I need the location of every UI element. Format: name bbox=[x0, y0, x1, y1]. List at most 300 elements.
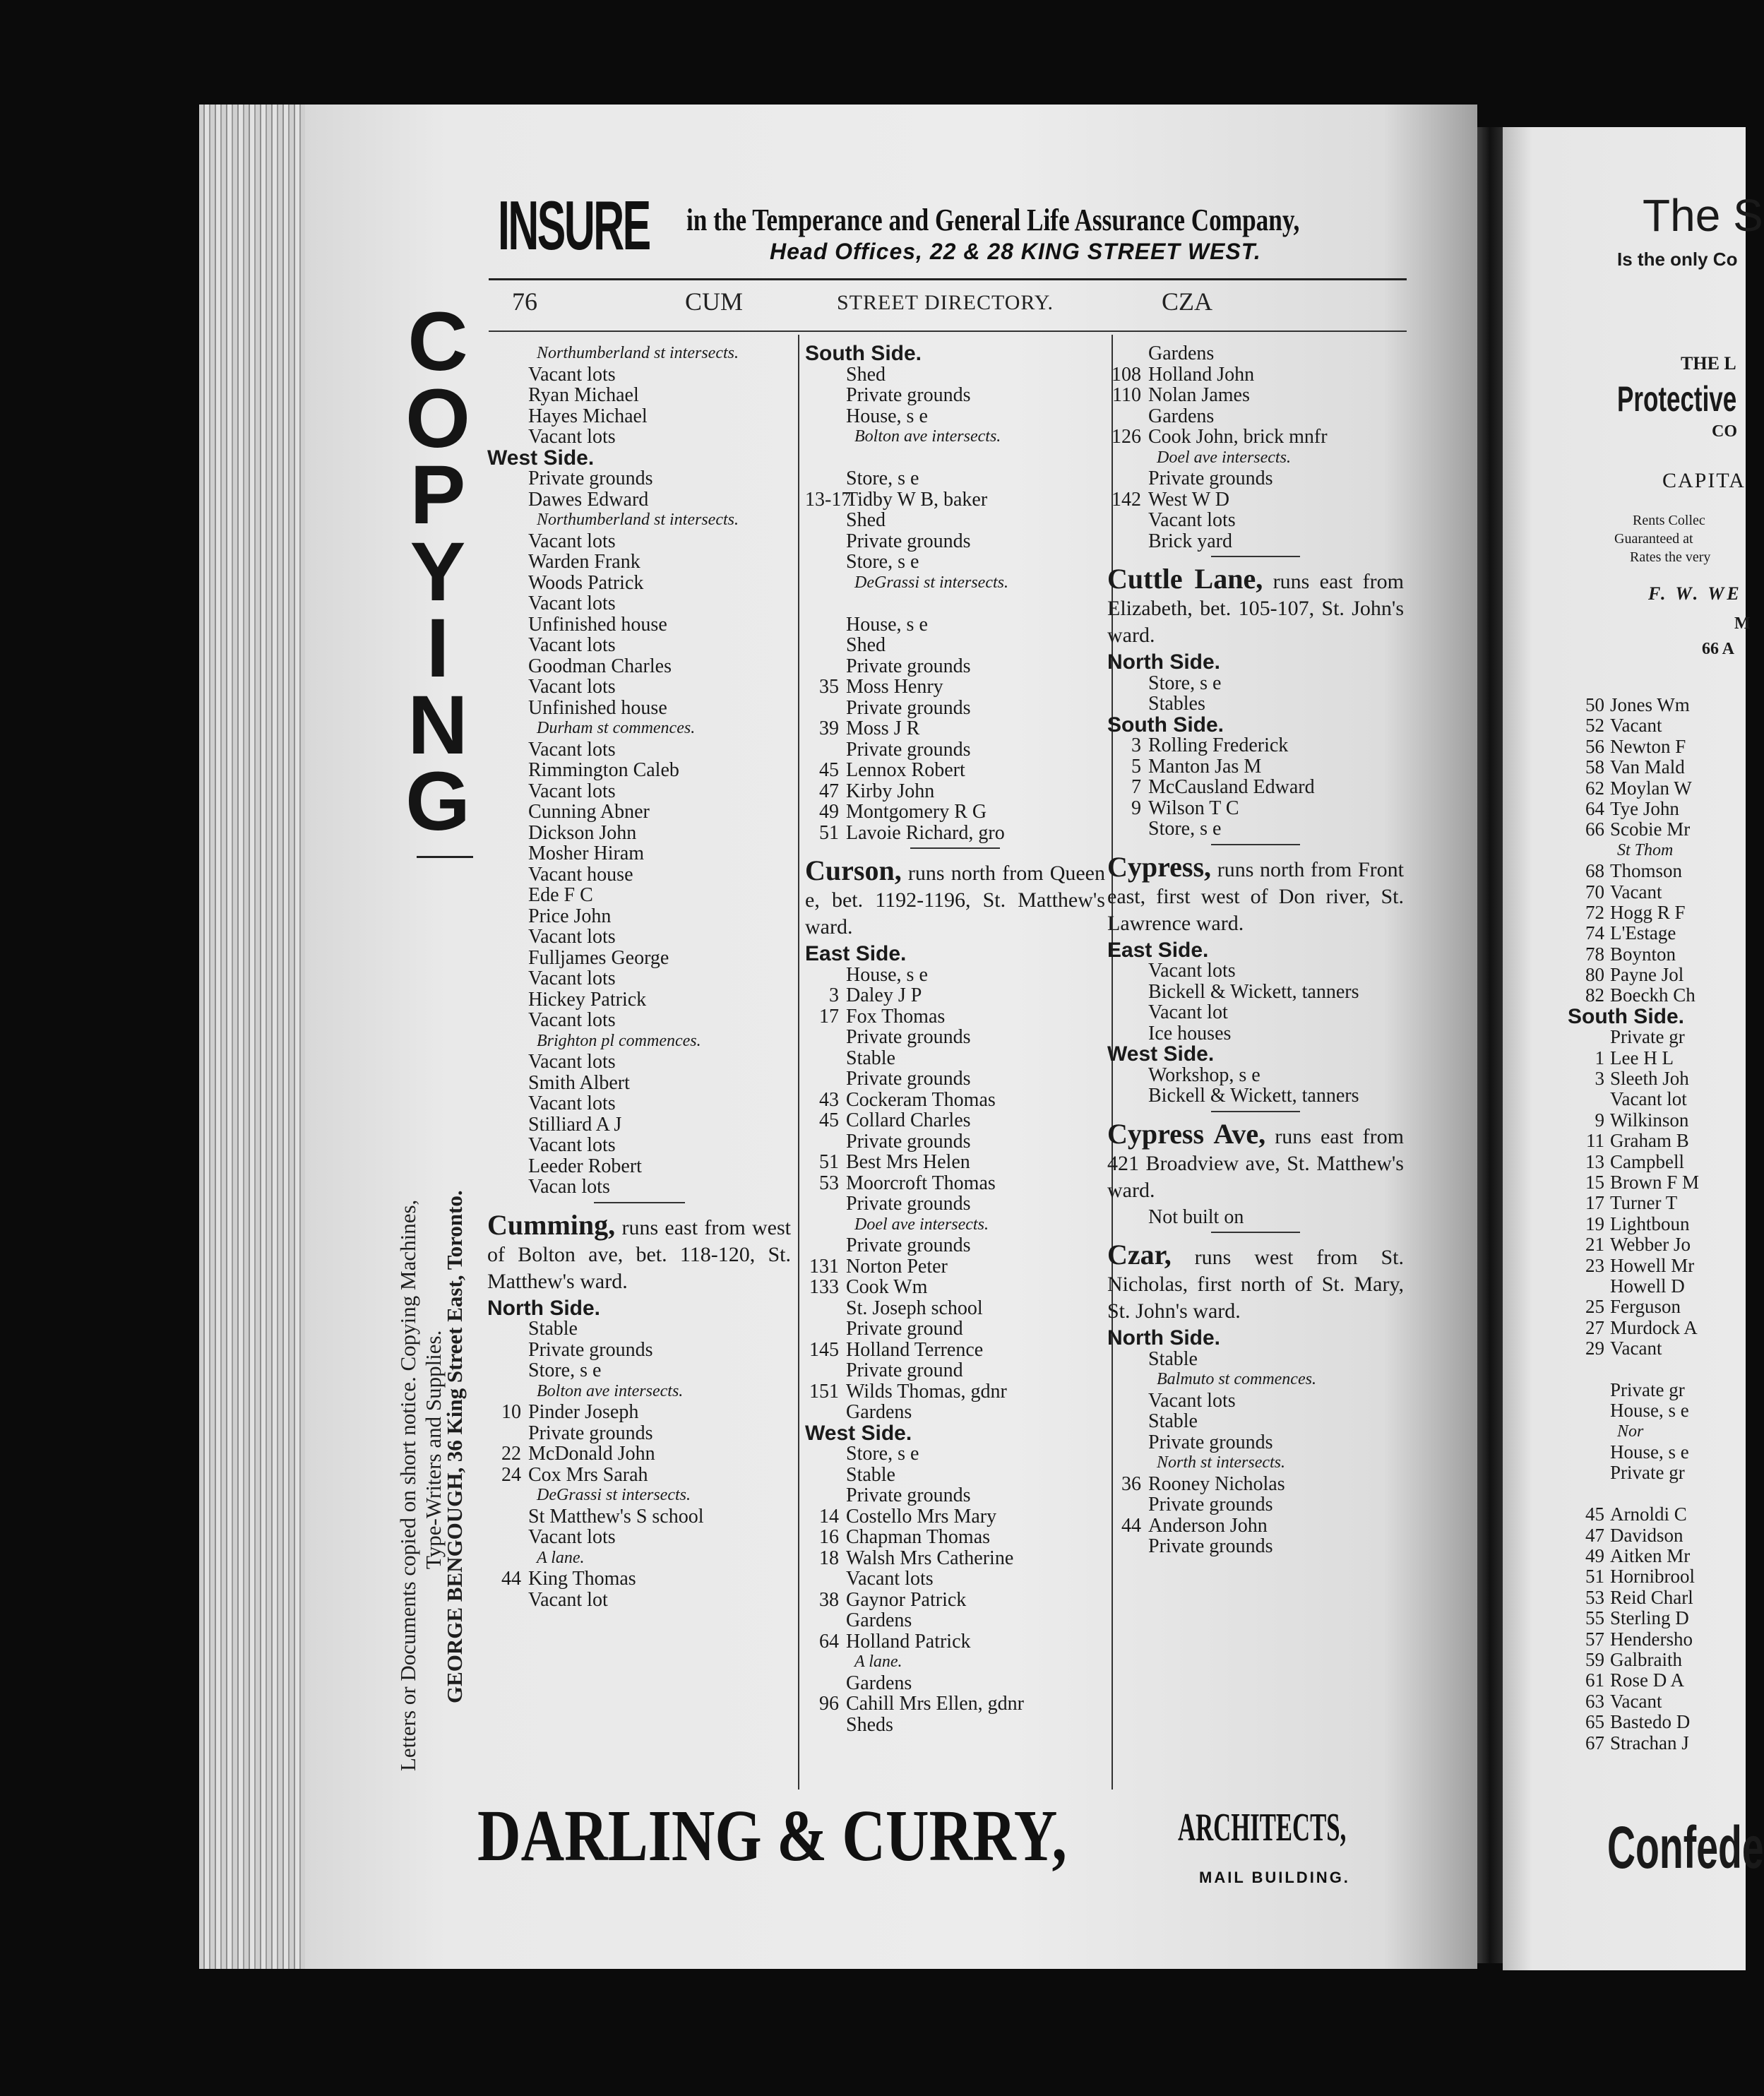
occupant-name: Nolan James bbox=[1148, 384, 1250, 406]
directory-entry: Stable bbox=[528, 1318, 578, 1340]
house-number: 13-17 bbox=[805, 488, 852, 511]
directory-entry: Vacant lots bbox=[528, 676, 616, 698]
occupant-name: West W D bbox=[1148, 488, 1229, 511]
directory-entry bbox=[1585, 860, 1699, 882]
occupant-name: Boynton bbox=[1610, 943, 1676, 965]
directory-entry: Unfinished house bbox=[528, 613, 667, 636]
directory-entry: Private grounds bbox=[846, 1130, 971, 1153]
directory-entry: Vacant lots bbox=[528, 1134, 616, 1156]
directory-entry: Vacant lots bbox=[528, 1092, 616, 1114]
directory-entry bbox=[1585, 1296, 1699, 1318]
occupant-name: Brown F M bbox=[1610, 1171, 1700, 1193]
entry-separator bbox=[1107, 840, 1404, 850]
house-number: 16 bbox=[819, 1526, 839, 1548]
occupant-name: Moss J R bbox=[846, 717, 920, 739]
directory-entry: Private grounds bbox=[846, 1234, 971, 1256]
occupant-name: Wilkinson bbox=[1610, 1109, 1689, 1131]
directory-entry: Private gr bbox=[1610, 1026, 1685, 1048]
house-number: 82 bbox=[1585, 984, 1604, 1006]
directory-entry: Shed bbox=[846, 363, 886, 386]
directory-entry: Store, s e bbox=[846, 468, 919, 489]
directory-entry bbox=[805, 1527, 1105, 1548]
right-page-subtitle: Is the only Co bbox=[1617, 249, 1738, 270]
directory-entry bbox=[1585, 964, 1699, 986]
directory-entry bbox=[1585, 1586, 1699, 1608]
directory-entry: Bickell & Wickett, tanners bbox=[1148, 1085, 1359, 1107]
insure-heading: INSURE bbox=[498, 186, 650, 264]
directory-entry: Vacant lots bbox=[528, 1009, 616, 1031]
occupant-name: Hendersho bbox=[1610, 1628, 1693, 1650]
cross-street-note: North st intersects. bbox=[1157, 1453, 1286, 1472]
right-ad-line-10: 66 A bbox=[1702, 640, 1735, 658]
street-description: runs east from 421 Broadview ave, St. Matthew's ward. bbox=[1107, 1124, 1404, 1202]
directory-entry bbox=[1586, 1130, 1699, 1152]
house-number: 29 bbox=[1585, 1338, 1604, 1359]
house-number: 25 bbox=[1585, 1296, 1604, 1318]
directory-entry: Howell D bbox=[1610, 1275, 1685, 1297]
house-number: 65 bbox=[1585, 1711, 1604, 1733]
section-heading: West Side. bbox=[805, 1421, 912, 1445]
directory-entry: Vacant lots bbox=[528, 780, 616, 802]
directory-entry: Mosher Hiram bbox=[528, 842, 645, 864]
entry-separator bbox=[487, 1198, 791, 1208]
house-number: 126 bbox=[1112, 426, 1141, 448]
occupant-name: Rooney Nicholas bbox=[1148, 1472, 1285, 1495]
right-page-column bbox=[1568, 694, 1700, 1753]
house-number: 15 bbox=[1585, 1171, 1604, 1193]
occupant-name: Turner T bbox=[1610, 1192, 1678, 1214]
directory-entry: Sheds bbox=[846, 1713, 893, 1736]
directory-entry: Vacant house bbox=[528, 863, 633, 886]
copying-vertical-heading bbox=[395, 295, 480, 849]
directory-entry bbox=[805, 1631, 1105, 1653]
house-number: 52 bbox=[1585, 715, 1604, 737]
occupant-name: Holland Terrence bbox=[846, 1338, 984, 1361]
directory-entry: Smith Albert bbox=[528, 1071, 630, 1094]
directory-entry: Hickey Patrick bbox=[528, 988, 647, 1011]
occupant-name: Cahill Mrs Ellen, gdnr bbox=[846, 1693, 1024, 1715]
occupant-name: Costello Mrs Mary bbox=[846, 1505, 997, 1528]
cross-street-note: Nor bbox=[1617, 1422, 1644, 1441]
margin-ad-line-3: GEORGE BENGOUGH, 36 King Street East, Toronto. bbox=[442, 1190, 467, 1703]
directory-entry bbox=[1585, 1732, 1699, 1753]
directory-entry: Cunning Abner bbox=[528, 801, 650, 823]
directory-entry: Private grounds bbox=[1148, 1535, 1273, 1557]
copying-letter: P bbox=[410, 448, 466, 542]
cross-street-note: DeGrassi st intersects. bbox=[854, 573, 1008, 592]
occupant-name: Howell Mr bbox=[1610, 1254, 1695, 1276]
section-heading: South Side. bbox=[805, 342, 922, 365]
street-entry bbox=[1107, 563, 1404, 649]
street-entry bbox=[487, 1208, 791, 1295]
street-name: Curson, bbox=[805, 855, 902, 886]
section-heading: West Side. bbox=[487, 446, 595, 470]
footer-advert-address: MAIL BUILDING. bbox=[1199, 1869, 1350, 1886]
directory-entry bbox=[1585, 1607, 1699, 1629]
house-number: 145 bbox=[809, 1338, 839, 1361]
occupant-name: Wilds Thomas, gdnr bbox=[846, 1380, 1007, 1403]
occupant-name: Aitken Mr bbox=[1610, 1545, 1691, 1567]
occupant-name: Rose D A bbox=[1610, 1669, 1685, 1691]
directory-entry: Private grounds bbox=[846, 530, 971, 552]
directory-entry bbox=[1585, 1648, 1699, 1670]
occupant-name: Strachan J bbox=[1610, 1732, 1689, 1753]
occupant-name: Anderson John bbox=[1148, 1514, 1268, 1537]
directory-entry bbox=[1107, 1516, 1404, 1537]
directory-entry bbox=[1107, 427, 1404, 448]
house-number: 14 bbox=[819, 1505, 839, 1528]
directory-entry: Stilliard A J bbox=[528, 1113, 622, 1136]
house-number: 45 bbox=[819, 759, 839, 781]
directory-entry: Private grounds bbox=[846, 655, 971, 677]
blank-line bbox=[805, 593, 1105, 614]
house-number: 49 bbox=[1585, 1545, 1604, 1567]
directory-entry: House, s e bbox=[1610, 1441, 1689, 1463]
copying-letter: Y bbox=[410, 525, 466, 619]
directory-entry: Bickell & Wickett, tanners bbox=[1148, 980, 1359, 1003]
street-description: runs west from St. Nicholas, first north of St. Mary, St. John's ward. bbox=[1107, 1246, 1404, 1323]
house-number: 61 bbox=[1585, 1669, 1604, 1691]
directory-entry bbox=[805, 1381, 1105, 1403]
occupant-name: Tidby W B, baker bbox=[846, 488, 988, 511]
directory-entry bbox=[1585, 1711, 1699, 1733]
entry-separator bbox=[1107, 1107, 1404, 1117]
directory-entry: Goodman Charles bbox=[528, 655, 672, 677]
directory-entry: Private grounds bbox=[528, 1422, 653, 1444]
directory-entry: Store, s e bbox=[1148, 672, 1222, 694]
directory-entry: Price John bbox=[528, 905, 612, 927]
occupant-name: Van Mald bbox=[1610, 756, 1685, 778]
house-number: 66 bbox=[1585, 818, 1604, 840]
directory-entry: Stable bbox=[1148, 1347, 1198, 1370]
right-ad-line-6: Guaranteed at bbox=[1614, 531, 1693, 547]
blank-line bbox=[1610, 1484, 1699, 1504]
directory-entry: Store, s e bbox=[528, 1359, 602, 1381]
occupant-name: Vacant bbox=[1610, 1338, 1662, 1359]
house-number: 133 bbox=[809, 1276, 839, 1298]
directory-entry: Private gr bbox=[1610, 1462, 1685, 1484]
occupant-name: Sterling D bbox=[1610, 1607, 1689, 1629]
directory-entry bbox=[1585, 777, 1699, 799]
occupant-name: Galbraith bbox=[1610, 1648, 1682, 1670]
directory-entry bbox=[805, 1590, 1105, 1611]
occupant-name: Jones Wm bbox=[1610, 694, 1690, 715]
cross-street-note: Doel ave intersects. bbox=[1157, 448, 1291, 467]
house-number: 64 bbox=[1585, 797, 1604, 819]
occupant-name: Montgomery R G bbox=[846, 801, 987, 823]
directory-entry: Store, s e bbox=[846, 551, 919, 573]
occupant-name: Vacant bbox=[1610, 1690, 1662, 1712]
occupant-name: Daley J P bbox=[846, 984, 922, 1006]
section-heading: East Side. bbox=[805, 942, 907, 965]
cross-street-note: Brighton pl commences. bbox=[537, 1031, 701, 1050]
occupant-name: Thomson bbox=[1610, 860, 1683, 882]
house-number: 55 bbox=[1585, 1607, 1604, 1629]
copying-letter: G bbox=[405, 755, 470, 849]
directory-entry bbox=[1585, 1628, 1699, 1650]
occupant-name: King Thomas bbox=[528, 1568, 636, 1590]
house-number: 131 bbox=[809, 1255, 839, 1278]
occupant-name: Cook Wm bbox=[846, 1276, 928, 1298]
directory-entry: Ice houses bbox=[1148, 1022, 1232, 1044]
house-number: 19 bbox=[1585, 1213, 1604, 1234]
occupant-name: Chapman Thomas bbox=[846, 1526, 991, 1548]
house-number: 23 bbox=[1585, 1254, 1604, 1276]
section-heading: West Side. bbox=[1107, 1042, 1215, 1066]
directory-entry bbox=[1585, 922, 1699, 944]
directory-entry: Vacant lots bbox=[1148, 1389, 1236, 1412]
directory-column-2 bbox=[805, 343, 1105, 1735]
street-entry bbox=[805, 857, 1105, 941]
occupant-name: Moorcroft Thomas bbox=[846, 1172, 996, 1194]
occupant-name: Moss Henry bbox=[846, 676, 943, 698]
right-ad-line-2: Protective bbox=[1617, 379, 1737, 419]
directory-entry bbox=[805, 781, 1105, 802]
directory-entry: House, s e bbox=[1610, 1400, 1689, 1422]
occupant-name: Campbell bbox=[1610, 1150, 1684, 1172]
directory-entry: Gardens bbox=[1148, 343, 1215, 364]
house-number: 51 bbox=[819, 1151, 839, 1173]
cross-street-note: Balmuto st commences. bbox=[1157, 1370, 1316, 1388]
directory-entry bbox=[1585, 1690, 1699, 1712]
directory-entry bbox=[1585, 1338, 1699, 1359]
directory-entry: Store, s e bbox=[1148, 818, 1222, 840]
directory-entry: Stable bbox=[846, 1047, 895, 1069]
directory-entry bbox=[1595, 1109, 1699, 1131]
directory-entry: House, s e bbox=[846, 613, 928, 636]
house-number: 110 bbox=[1112, 384, 1141, 406]
insure-company-line: in the Temperance and General Life Assurance Company, bbox=[686, 203, 1300, 237]
cross-street-note: Doel ave intersects. bbox=[854, 1215, 989, 1234]
house-number: 3 bbox=[829, 984, 839, 1006]
occupant-name: Bastedo D bbox=[1610, 1711, 1691, 1733]
house-number: 5 bbox=[1131, 755, 1141, 778]
directory-entry bbox=[805, 823, 1105, 844]
house-number: 18 bbox=[819, 1547, 839, 1569]
directory-entry bbox=[1107, 364, 1404, 386]
directory-entry bbox=[805, 1090, 1105, 1111]
directory-entry bbox=[1107, 798, 1404, 819]
occupant-name: Collard Charles bbox=[846, 1109, 971, 1131]
directory-entry: Ede F C bbox=[528, 884, 593, 906]
insure-office-line: Head Offices, 22 & 28 KING STREET WEST. bbox=[770, 239, 1261, 264]
directory-entry bbox=[487, 1443, 791, 1465]
directory-entry: Warden Frank bbox=[528, 551, 640, 573]
cross-street-note: Durham st commences. bbox=[537, 719, 696, 737]
running-title: STREET DIRECTORY. bbox=[837, 291, 1054, 314]
occupant-name: Boeckh Ch bbox=[1610, 984, 1696, 1006]
directory-entry: Private grounds bbox=[846, 1193, 971, 1215]
cross-street-note: Bolton ave intersects. bbox=[537, 1381, 684, 1400]
directory-entry bbox=[1585, 984, 1699, 1006]
house-number: 45 bbox=[1585, 1503, 1604, 1525]
directory-entry bbox=[1585, 881, 1699, 903]
directory-entry: Dawes Edward bbox=[528, 488, 649, 511]
directory-entry: Vacant lot bbox=[1610, 1088, 1687, 1110]
house-number: 7 bbox=[1131, 776, 1141, 798]
directory-entry bbox=[805, 1006, 1105, 1028]
column-divider-1 bbox=[798, 335, 799, 1790]
section-heading: South Side. bbox=[1107, 713, 1224, 737]
house-number: 47 bbox=[819, 780, 839, 802]
house-number: 108 bbox=[1112, 363, 1141, 386]
house-number: 44 bbox=[1121, 1514, 1141, 1537]
directory-entry bbox=[1585, 1503, 1699, 1525]
directory-entry: Private grounds bbox=[846, 1068, 971, 1090]
occupant-name: Cook John, brick mnfr bbox=[1148, 426, 1328, 448]
right-page-title: The S bbox=[1643, 190, 1763, 241]
occupant-name: McCausland Edward bbox=[1148, 776, 1315, 798]
directory-entry: Leeder Robert bbox=[528, 1155, 642, 1177]
street-entry bbox=[1107, 1241, 1404, 1325]
cross-street-note: A lane. bbox=[537, 1548, 585, 1567]
house-number: 9 bbox=[1131, 797, 1141, 819]
directory-entry: Shed bbox=[846, 634, 886, 656]
directory-entry: Gardens bbox=[846, 1609, 912, 1631]
occupant-name: Gaynor Patrick bbox=[846, 1588, 967, 1611]
occupant-name: Lee H L bbox=[1610, 1047, 1674, 1068]
directory-entry bbox=[1585, 818, 1699, 840]
directory-entry bbox=[805, 1548, 1105, 1569]
directory-entry bbox=[487, 1465, 791, 1486]
directory-entry: Private grounds bbox=[1148, 1494, 1273, 1516]
occupant-name: Pinder Joseph bbox=[528, 1401, 639, 1423]
directory-entry bbox=[805, 1110, 1105, 1131]
house-number: 35 bbox=[819, 676, 839, 698]
house-number: 53 bbox=[1585, 1586, 1604, 1608]
directory-entry: Store, s e bbox=[846, 1443, 919, 1465]
directory-entry: Private grounds bbox=[846, 1484, 971, 1506]
directory-entry bbox=[1585, 1254, 1699, 1276]
directory-entry: Shed bbox=[846, 509, 886, 531]
directory-entry: House, s e bbox=[846, 963, 928, 986]
blank-line bbox=[1610, 1359, 1699, 1380]
occupant-name: Tye John bbox=[1610, 797, 1679, 819]
directory-entry bbox=[805, 489, 1105, 511]
house-number: 3 bbox=[1131, 734, 1141, 756]
directory-entry: Woods Patrick bbox=[528, 571, 644, 594]
copying-letter: O bbox=[405, 371, 470, 465]
right-ad-line-9: M bbox=[1734, 614, 1751, 633]
directory-entry bbox=[805, 760, 1105, 781]
house-number: 58 bbox=[1585, 756, 1604, 778]
house-number: 53 bbox=[819, 1172, 839, 1194]
directory-entry: Unfinished house bbox=[528, 696, 667, 719]
page-edges bbox=[199, 105, 305, 1969]
directory-entry: Hayes Michael bbox=[528, 405, 648, 427]
occupant-name: Payne Jol bbox=[1610, 964, 1684, 986]
occupant-name: Sleeth Joh bbox=[1610, 1068, 1689, 1090]
occupant-name: Cockeram Thomas bbox=[846, 1088, 996, 1111]
occupant-name: Murdock A bbox=[1610, 1316, 1698, 1338]
occupant-name: Kirby John bbox=[846, 780, 935, 802]
street-entry bbox=[1107, 1117, 1404, 1204]
directory-column-1 bbox=[487, 343, 791, 1610]
directory-entry bbox=[805, 1693, 1105, 1715]
directory-entry bbox=[1585, 1150, 1699, 1172]
directory-entry: Vacant lots bbox=[528, 1526, 616, 1548]
page-number: 76 bbox=[512, 287, 537, 316]
entry-separator bbox=[805, 843, 1105, 853]
house-number: 38 bbox=[819, 1588, 839, 1611]
directory-entry: Vacant lots bbox=[528, 426, 616, 448]
directory-entry bbox=[1107, 777, 1404, 798]
occupant-name: Scobie Mr bbox=[1610, 818, 1691, 840]
occupant-name: Norton Peter bbox=[846, 1255, 948, 1278]
cross-street-note: A lane. bbox=[854, 1653, 902, 1671]
directory-entry bbox=[1585, 1171, 1700, 1193]
directory-entry: Vacant lots bbox=[846, 1568, 934, 1590]
house-number: 74 bbox=[1585, 922, 1604, 944]
right-ad-line-4: CAPITA bbox=[1662, 469, 1746, 492]
house-number: 49 bbox=[819, 801, 839, 823]
directory-entry bbox=[1107, 385, 1404, 406]
house-number: 9 bbox=[1595, 1109, 1604, 1131]
directory-entry bbox=[805, 718, 1105, 739]
house-number: 59 bbox=[1585, 1648, 1604, 1670]
house-number: 17 bbox=[819, 1005, 839, 1028]
directory-entry bbox=[1585, 797, 1699, 819]
right-guide-word: CZA bbox=[1162, 287, 1212, 316]
directory-entry bbox=[805, 985, 1105, 1006]
right-ad-line-8: F. W. WE bbox=[1648, 583, 1742, 604]
copying-letter: C bbox=[407, 295, 468, 388]
occupant-name: Lavoie Richard, gro bbox=[846, 821, 1005, 844]
directory-entry: Vacant lots bbox=[528, 634, 616, 656]
house-number: 22 bbox=[501, 1443, 521, 1465]
directory-entry bbox=[805, 1277, 1105, 1298]
directory-entry: Private grounds bbox=[528, 468, 653, 489]
directory-entry: Private grounds bbox=[846, 1026, 971, 1048]
occupant-name: Fox Thomas bbox=[846, 1005, 946, 1028]
directory-entry: Private grounds bbox=[1148, 1431, 1273, 1453]
directory-entry bbox=[1595, 1047, 1699, 1068]
directory-entry: Fulljames George bbox=[528, 946, 669, 969]
street-entry bbox=[1107, 850, 1404, 937]
directory-entry: Vacant lots bbox=[528, 1051, 616, 1073]
directory-entry: Vacant lot bbox=[528, 1588, 608, 1611]
directory-entry bbox=[1585, 694, 1699, 715]
directory-entry: Vacant lots bbox=[528, 738, 616, 761]
copying-letter: N bbox=[407, 678, 468, 772]
house-number: 44 bbox=[501, 1568, 521, 1590]
occupant-name: Graham B bbox=[1610, 1130, 1689, 1152]
house-number: 62 bbox=[1585, 777, 1604, 799]
street-name: Cypress, bbox=[1107, 850, 1212, 883]
directory-entry: Private grounds bbox=[846, 696, 971, 719]
directory-entry: Not built on bbox=[1148, 1205, 1244, 1228]
directory-entry bbox=[1107, 1474, 1404, 1495]
directory-entry bbox=[1585, 1524, 1699, 1546]
directory-entry: Gardens bbox=[846, 1672, 912, 1694]
directory-entry: Private grounds bbox=[1148, 468, 1273, 489]
street-description: runs north from Front east, first west of Don river, St. Lawrence ward. bbox=[1107, 857, 1404, 935]
occupant-name: Webber Jo bbox=[1610, 1234, 1691, 1256]
right-ad-line-5: Rents Collec bbox=[1633, 513, 1705, 528]
directory-entry bbox=[1585, 1234, 1699, 1256]
house-number: 13 bbox=[1585, 1150, 1604, 1172]
section-heading: North Side. bbox=[1107, 1326, 1221, 1350]
directory-entry bbox=[1585, 735, 1699, 757]
occupant-name: Reid Charl bbox=[1610, 1586, 1693, 1608]
header-rule bbox=[489, 278, 1407, 280]
occupant-name: Newton F bbox=[1610, 735, 1686, 757]
house-number: 80 bbox=[1585, 964, 1604, 986]
directory-entry bbox=[1585, 1192, 1699, 1214]
directory-entry bbox=[805, 802, 1105, 823]
house-number: 45 bbox=[819, 1109, 839, 1131]
directory-entry: Private ground bbox=[846, 1359, 963, 1381]
